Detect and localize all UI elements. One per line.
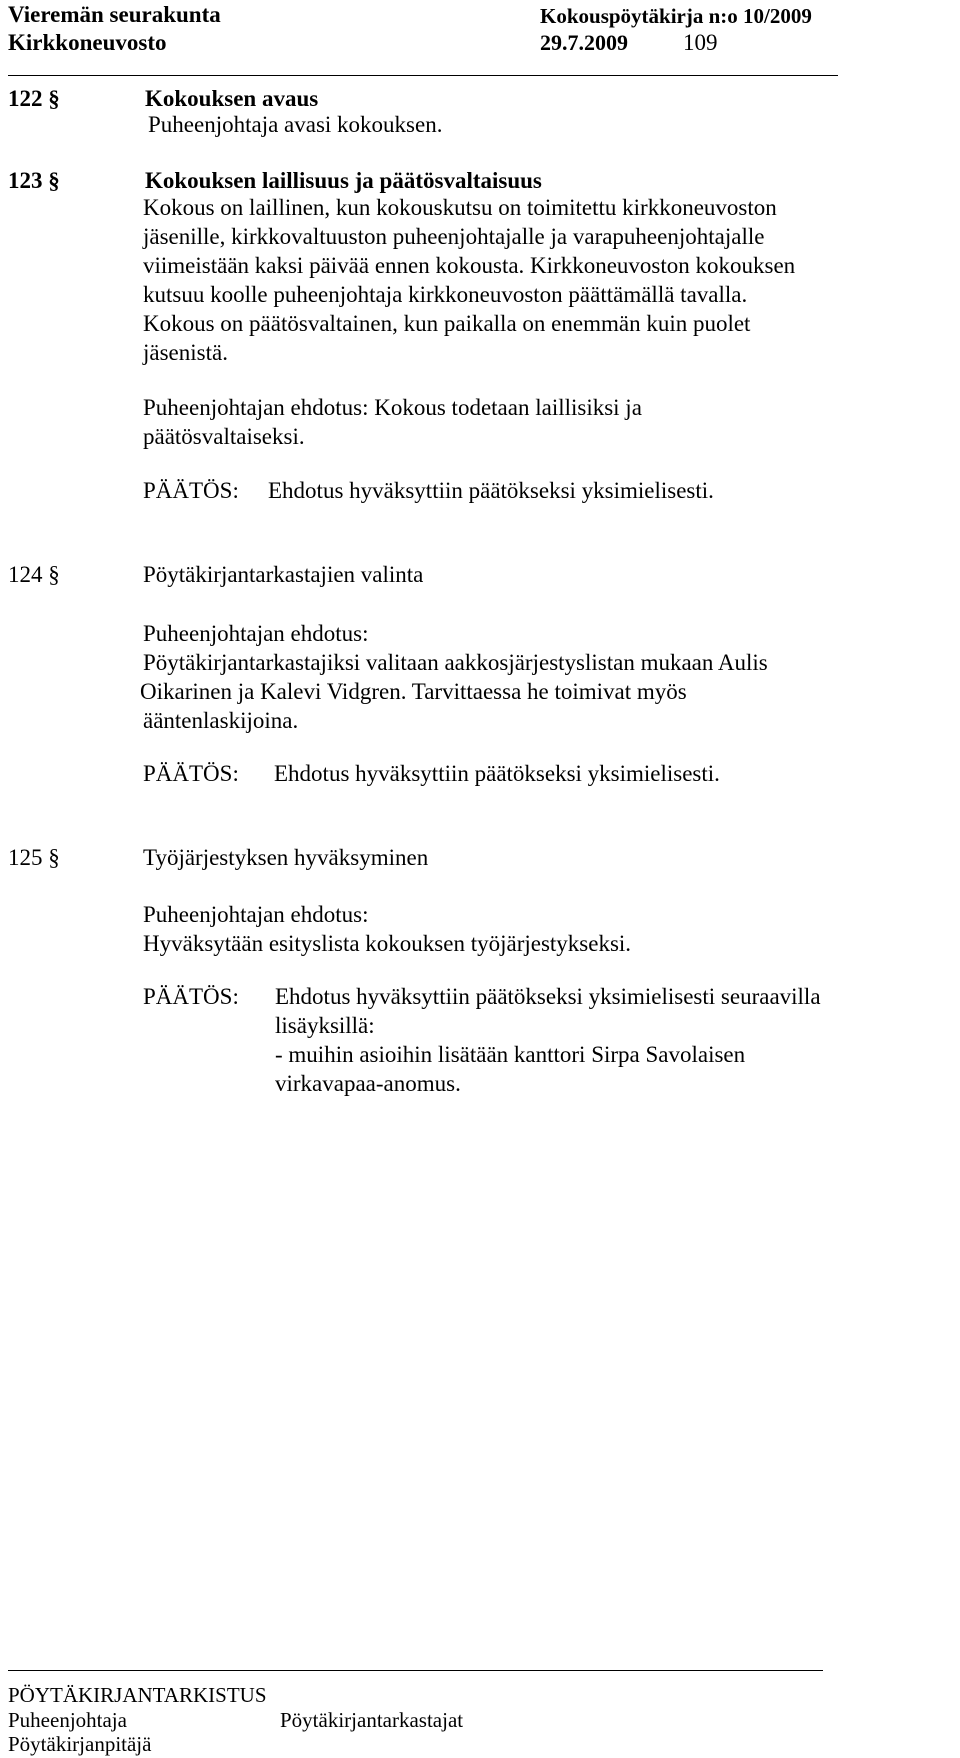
- text-line: jäsenistä.: [143, 340, 228, 365]
- section-125-title: Työjärjestyksen hyväksyminen: [143, 845, 429, 870]
- section-123-text: [143, 193, 795, 367]
- section-124-proposal: [140, 619, 768, 735]
- section-123-title: Kokouksen laillisuus ja päätösvaltaisuus: [145, 168, 542, 193]
- section-124-number: 124 §: [8, 562, 60, 587]
- section-123-decision-text: Ehdotus hyväksyttiin päätökseksi yksimielisesti.: [268, 478, 714, 503]
- footer-heading: PÖYTÄKIRJANTARKISTUS: [8, 1683, 267, 1707]
- section-123-number: 123 §: [8, 168, 60, 193]
- section-125-decision-label: PÄÄTÖS:: [143, 984, 239, 1009]
- section-125-decision-text: [275, 982, 821, 1098]
- proposal-label: Puheenjohtajan ehdotus:: [143, 902, 369, 927]
- text-line: Kokous on laillinen, kun kokouskutsu on toimitettu kirkkoneuvoston: [143, 195, 777, 220]
- section-125-number: 125 §: [8, 845, 60, 870]
- text-line: viimeistään kaksi päivää ennen kokousta. Kirkkoneuvoston kokouksen: [143, 253, 796, 278]
- decision-line: lisäyksillä:: [275, 1013, 375, 1038]
- text-line: jäsenille, kirkkovaltuuston puheenjohtajalle ja varapuheenjohtajalle: [143, 224, 765, 249]
- decision-line: Ehdotus hyväksyttiin päätökseksi yksimielisesti seuraavilla: [275, 984, 821, 1009]
- section-123-proposal: [143, 393, 642, 451]
- section-122-title: Kokouksen avaus: [145, 86, 319, 111]
- section-122-number: 122 §: [8, 86, 60, 111]
- proposal-text: Oikarinen ja Kalevi Vidgren. Tarvittaessa he toimivat myös: [140, 679, 687, 704]
- proposal-label: Puheenjohtajan ehdotus:: [143, 395, 369, 420]
- meeting-date: 29.7.2009: [540, 30, 628, 55]
- section-122-text: [148, 110, 442, 139]
- proposal-text: ääntenlaskijoina.: [143, 708, 299, 733]
- document-title: Kokouspöytäkirja n:o 10/2009: [540, 4, 812, 28]
- proposal-text: Kokous todetaan laillisiksi ja: [374, 395, 642, 420]
- proposal-text: Hyväksytään esityslista kokouksen työjärjestykseksi.: [143, 931, 632, 956]
- footer-inspectors: Pöytäkirjantarkastajat: [280, 1708, 464, 1732]
- proposal-text: päätösvaltaiseksi.: [143, 424, 305, 449]
- text-line: Kokous on päätösvaltainen, kun paikalla on enemmän kuin puolet: [143, 311, 751, 336]
- footer-secretary: Pöytäkirjanpitäjä: [8, 1732, 152, 1756]
- footer-chair: Puheenjohtaja: [8, 1708, 127, 1732]
- text-line: kutsuu koolle puheenjohtaja kirkkoneuvoston päättämällä tavalla.: [143, 282, 748, 307]
- decision-line: virkavapaa-anomus.: [275, 1071, 461, 1096]
- section-124-title: Pöytäkirjantarkastajien valinta: [143, 562, 424, 587]
- footer-rule: [8, 1670, 823, 1671]
- governing-body: Kirkkoneuvosto: [8, 30, 167, 55]
- text-line: Puheenjohtaja avasi kokouksen.: [148, 112, 443, 137]
- page-number: 109: [683, 30, 718, 55]
- section-124-decision-label: PÄÄTÖS:: [143, 761, 239, 786]
- proposal-label: Puheenjohtajan ehdotus:: [143, 621, 369, 646]
- organization-name: Vieremän seurakunta: [8, 2, 221, 27]
- proposal-text: Pöytäkirjantarkastajiksi valitaan aakkosjärjestyslistan mukaan Aulis: [143, 650, 768, 675]
- section-123-decision-label: PÄÄTÖS:: [143, 478, 239, 503]
- section-124-decision-text: Ehdotus hyväksyttiin päätökseksi yksimielisesti.: [274, 761, 720, 786]
- section-125-proposal: [143, 900, 631, 958]
- header-rule: [8, 75, 838, 76]
- decision-line: - muihin asioihin lisätään kanttori Sirpa Savolaisen: [275, 1042, 746, 1067]
